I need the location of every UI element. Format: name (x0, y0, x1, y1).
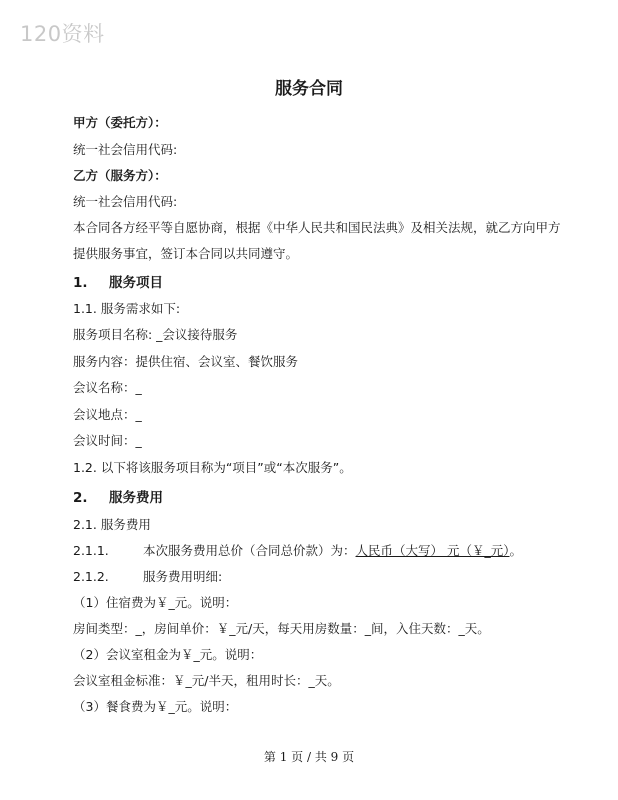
section-1-heading (73, 271, 163, 291)
clause-2-1-2-text: 服务费用明细: (143, 569, 223, 584)
section-2-title: 服务费用 (109, 490, 163, 506)
page-number-footer: 第 1 页 / 共 9 页 (263, 750, 355, 764)
meeting-time: 会议时间：_ (73, 433, 142, 448)
party-b-label: 乙方（服务方）： (73, 168, 167, 183)
project-name: 服务项目名称: _会议接待服务 (73, 327, 238, 342)
party-a-credit-code: 统一社会信用代码: (73, 142, 178, 157)
clause-2-1-1-end: 。 (509, 543, 523, 558)
clause-2-1-1-number: 2.1.1. (73, 543, 109, 558)
clause-1-2: 1.2. 以下将该服务项目称为“项目”或“本次服务”。 (73, 460, 352, 475)
section-1-title: 服务项目 (109, 275, 163, 291)
intro-line-2: 提供服务事宜，签订本合同以共同遵守。 (73, 246, 299, 261)
section-2-heading (73, 486, 163, 506)
page-title: 服务合同 (275, 79, 343, 99)
fee-item-1: （1）住宿费为￥_元。说明： (73, 595, 238, 610)
room-rent-detail: 会议室租金标准：￥_元/半天，租用时长：_天。 (73, 673, 340, 688)
clause-2-1-2-number: 2.1.2. (73, 569, 109, 584)
clause-2-1-1 (73, 541, 522, 559)
intro-line-1: 本合同各方经平等自愿协商，根据《中华人民共和国民法典》及相关法规，就乙方向甲方 (73, 220, 561, 235)
fee-item-2: （2）会议室租金为￥_元。说明： (73, 647, 263, 662)
clause-2-1-1-text: 本次服务费用总价（合同总价款）为： (143, 543, 356, 558)
watermark: 120资料 (20, 22, 105, 46)
party-b-credit-code: 统一社会信用代码: (73, 194, 178, 209)
party-a-label: 甲方（委托方）： (73, 115, 167, 130)
fee-item-3: （3）餐食费为￥_元。说明： (73, 699, 238, 714)
clause-2-1-2 (73, 567, 222, 585)
meeting-place: 会议地点：_ (73, 407, 142, 422)
section-1-number: 1. (73, 275, 88, 291)
meeting-name: 会议名称：_ (73, 380, 142, 395)
clause-2-1: 2.1. 服务费用 (73, 517, 151, 532)
room-detail: 房间类型：_，房间单价：￥_元/天，每天用房数量：_间，入住天数：_天。 (73, 621, 490, 636)
service-content: 服务内容：提供住宿、会议室、餐饮服务 (73, 354, 299, 369)
section-2-number: 2. (73, 490, 88, 506)
clause-1-1: 1.1. 服务需求如下: (73, 301, 181, 316)
total-amount: 人民币（大写） 元（￥_元） (355, 543, 510, 558)
